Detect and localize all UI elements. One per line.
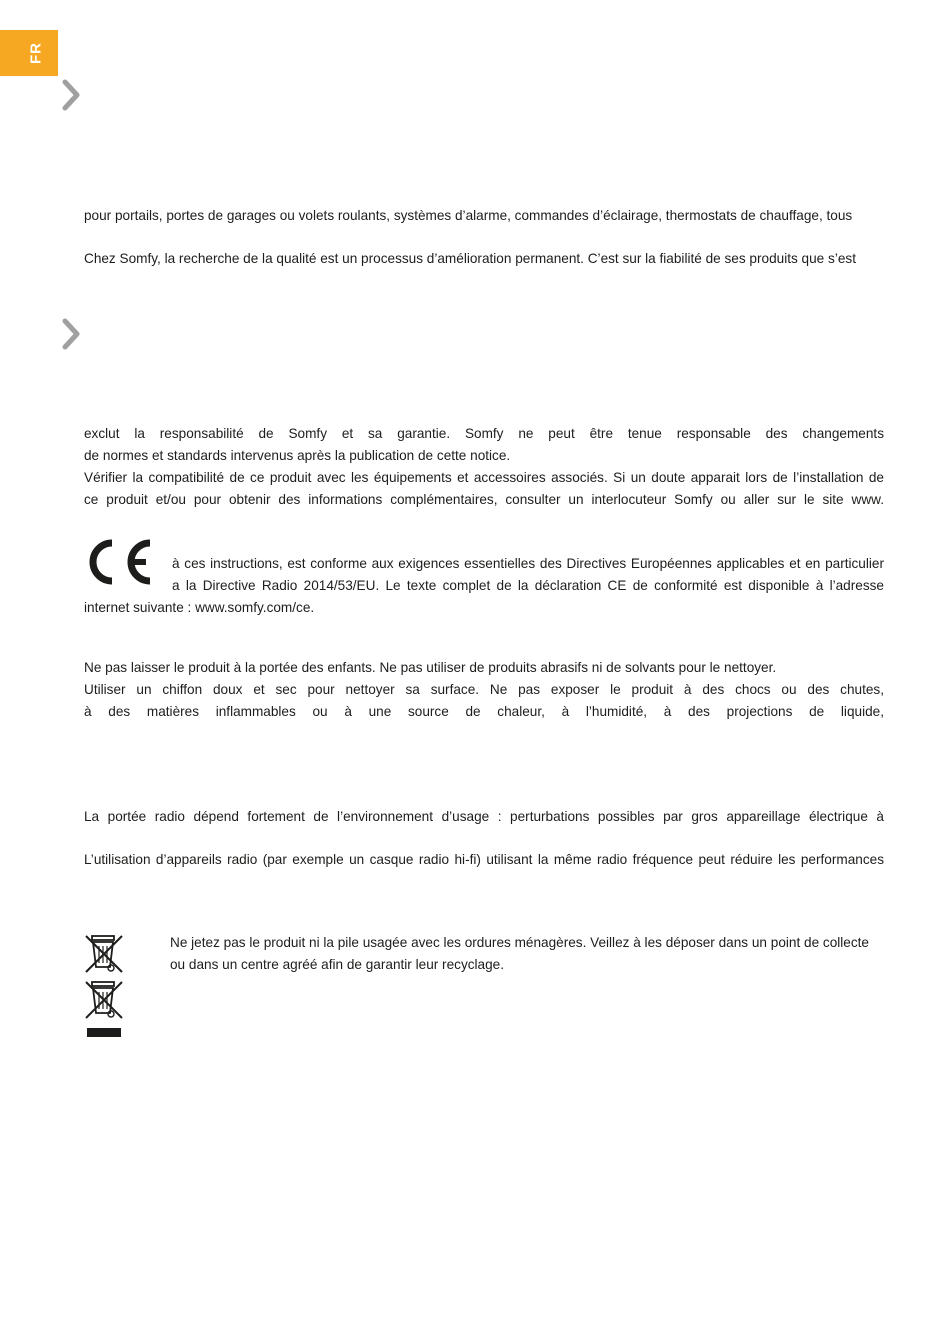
crossed-bin-icon — [84, 934, 124, 979]
liability-line-1: exclut la responsabilité de Somfy et sa garantie. Somfy ne peut être tenue responsable des changements — [84, 426, 884, 441]
chevron-right-icon — [60, 77, 84, 113]
ce-mark-icon — [82, 538, 154, 586]
safety-line-3: à des matières inflammables ou à une source de chaleur, à l’humidité, à des projections de liquide, — [84, 704, 884, 719]
compatibility-line-2: ce produit et/ou pour obtenir des informations complémentaires, consulter un interlocuteur Somfy ou aller sur le site www. — [84, 492, 884, 507]
ce-line-3: internet suivante : www.somfy.com/ce. — [84, 600, 315, 615]
weee-line-1: Ne jetez pas le produit ni la pile usagée avec les ordures ménagères. Veillez à les déposer dans un point de collecte — [170, 935, 869, 950]
safety-line-1: Ne pas laisser le produit à la portée des enfants. Ne pas utiliser de produits abrasifs ni de solvants pour le nettoyer. — [84, 660, 777, 675]
chevron-right-icon — [60, 316, 84, 352]
ce-line-1: à ces instructions, est conforme aux exigences essentielles des Directives Européennes applicables et en particulier — [172, 556, 884, 571]
ce-line-2: a la Directive Radio 2014/53/EU. Le texte complet de la déclaration CE de conformité est disponible à l’adresse — [172, 578, 884, 593]
weee-line-2: ou dans un centre agréé afin de garantir leur recyclage. — [170, 957, 505, 972]
weee-paragraph — [170, 932, 884, 976]
intro-paragraph: pour portails, portes de garages ou volets roulants, systèmes d’alarme, commandes d’éclairage, thermostats de chauffage, tous — [84, 208, 853, 223]
language-label: FR — [27, 42, 45, 64]
radio-range-paragraph: La portée radio dépend fortement de l’environnement d’usage : perturbations possibles par gros appareillage électrique à — [84, 809, 884, 824]
liability-line-2: de normes et standards intervenus après la publication de cette notice. — [84, 448, 511, 463]
weee-bar-icon — [87, 1028, 121, 1037]
language-tab — [0, 30, 58, 76]
quality-paragraph: Chez Somfy, la recherche de la qualité est un processus d’amélioration permanent. C’est sur la fiabilité de ses produits que s’est — [84, 251, 856, 266]
compatibility-line-1: Vérifier la compatibilité de ce produit avec les équipements et accessoires associés. Si un doute apparait lors de l’installation de — [84, 470, 884, 485]
safety-line-2: Utiliser un chiffon doux et sec pour nettoyer sa surface. Ne pas exposer le produit à des chocs ou des chutes, — [84, 682, 884, 697]
radio-interference-paragraph: L’utilisation d’appareils radio (par exemple un casque radio hi-fi) utilisant la même radio fréquence peut réduire les performances — [84, 852, 884, 867]
crossed-bin-icon — [84, 980, 124, 1025]
